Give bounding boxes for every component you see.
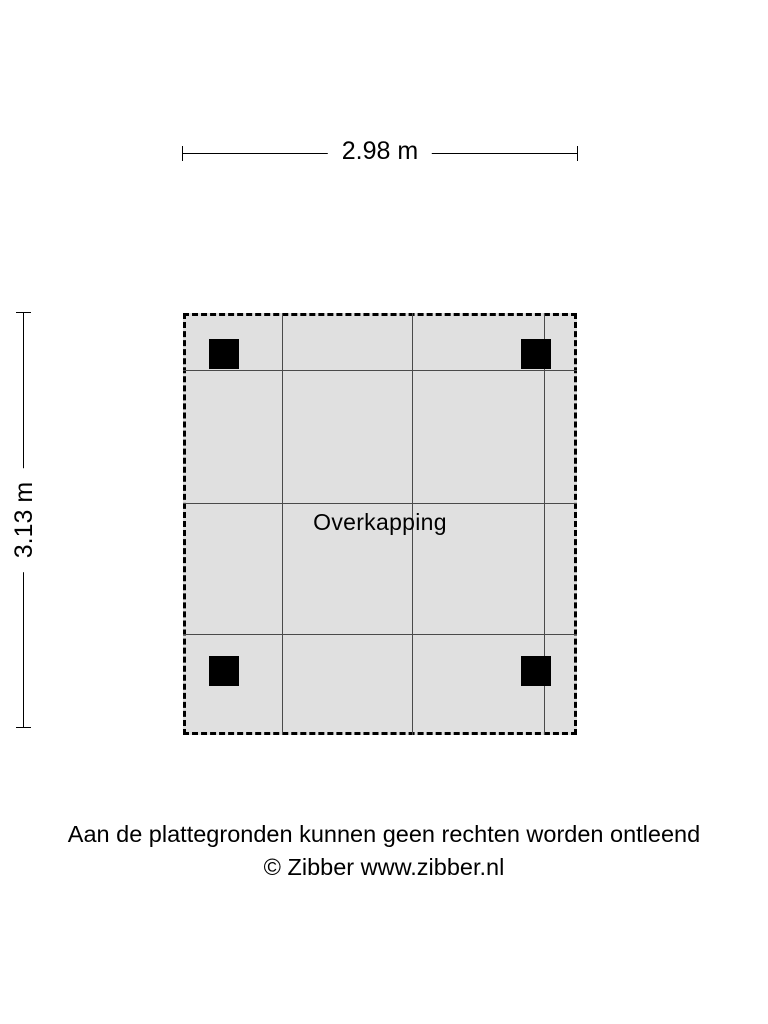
post-top-right: [521, 339, 551, 369]
post-bottom-right: [521, 656, 551, 686]
room-label: Overkapping: [313, 509, 447, 535]
dimension-tick-left: [182, 146, 183, 161]
height-dimension-label: 3.13 m: [7, 468, 41, 572]
height-dimension: [0, 312, 48, 728]
dimension-tick-bottom: [16, 727, 31, 728]
grid-line-horizontal-3: [183, 634, 577, 635]
dimension-tick-right: [577, 146, 578, 161]
grid-line-horizontal-1: [183, 370, 577, 371]
footer: [0, 818, 768, 884]
footer-copyright: © Zibber www.zibber.nl: [263, 854, 505, 880]
footer-disclaimer: Aan de plattegronden kunnen geen rechten worden ontleend: [67, 821, 701, 847]
width-dimension: [182, 128, 578, 172]
width-dimension-label: 2.98 m: [328, 128, 432, 174]
grid-line-horizontal-2: [183, 503, 577, 504]
floor-plan: [183, 313, 577, 735]
dimension-tick-top: [16, 312, 31, 313]
post-bottom-left: [209, 656, 239, 686]
post-top-left: [209, 339, 239, 369]
